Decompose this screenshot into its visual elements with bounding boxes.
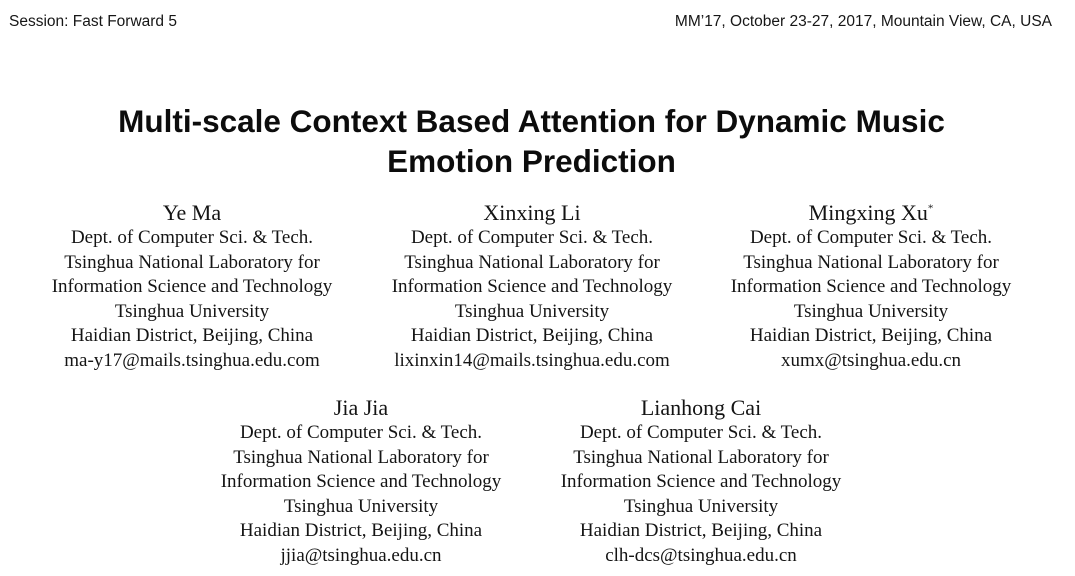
author-block: [706, 200, 1036, 374]
author-department: Dept. of Computer Sci. & Tech.: [239, 422, 483, 443]
author-university: Tsinghua University: [283, 495, 439, 517]
author-location: Haidian District, Beijing, China: [579, 520, 823, 542]
running-header: [9, 11, 1052, 33]
author-block: [536, 395, 866, 569]
author-university: Tsinghua University: [454, 300, 610, 322]
author-lab: Tsinghua National Laboratory for: [404, 251, 660, 273]
author-lab: Information Science and Technology: [730, 276, 1012, 298]
author-footnote-mark: *: [927, 202, 934, 215]
author-email: ma-y17@mails.tsinghua.edu.com: [64, 349, 320, 371]
paper-title-line-2: Emotion Prediction: [387, 143, 676, 179]
author-email: clh-dcs@tsinghua.edu.cn: [605, 544, 797, 566]
author-location: Haidian District, Beijing, China: [410, 325, 654, 347]
author-university: Tsinghua University: [623, 495, 779, 517]
author-block: [27, 200, 357, 374]
author-lab: Tsinghua National Laboratory for: [64, 251, 320, 273]
author-department: Dept. of Computer Sci. & Tech.: [410, 227, 654, 248]
author-location: Haidian District, Beijing, China: [239, 520, 483, 542]
author-department: Dept. of Computer Sci. & Tech.: [579, 422, 823, 443]
author-location: Haidian District, Beijing, China: [749, 325, 993, 347]
author-lab: Tsinghua National Laboratory for: [233, 446, 489, 468]
author-name: [536, 395, 866, 420]
author-lab: Tsinghua National Laboratory for: [743, 251, 999, 273]
author-email: xumx@tsinghua.edu.cn: [780, 349, 962, 371]
author-name-text: Mingxing Xu: [808, 200, 928, 225]
author-name: [706, 200, 1036, 225]
author-name: [367, 200, 697, 225]
author-name-text: Jia Jia: [333, 395, 389, 420]
session-label: Session: Fast Forward 5: [9, 13, 177, 30]
paper-title-line-1: Multi-scale Context Based Attention for Dynamic Music: [118, 103, 945, 139]
author-name-text: Lianhong Cai: [640, 395, 762, 420]
author-name: [27, 200, 357, 225]
author-name: [196, 395, 526, 420]
author-location: Haidian District, Beijing, China: [70, 325, 314, 347]
author-department: Dept. of Computer Sci. & Tech.: [70, 227, 314, 248]
author-department: Dept. of Computer Sci. & Tech.: [749, 227, 993, 248]
author-lab: Information Science and Technology: [391, 276, 673, 298]
author-lab: Information Science and Technology: [51, 276, 333, 298]
author-name-text: Ye Ma: [162, 200, 222, 225]
author-email: jjia@tsinghua.edu.cn: [280, 544, 442, 566]
paper-title: [0, 101, 1063, 181]
author-email: lixinxin14@mails.tsinghua.edu.com: [394, 349, 670, 371]
author-lab: Information Science and Technology: [220, 471, 502, 493]
conference-info: MM’17, October 23-27, 2017, Mountain View, CA, USA: [674, 13, 1052, 30]
author-block: [367, 200, 697, 374]
author-lab: Information Science and Technology: [560, 471, 842, 493]
author-university: Tsinghua University: [114, 300, 270, 322]
author-lab: Tsinghua National Laboratory for: [573, 446, 829, 468]
author-university: Tsinghua University: [793, 300, 949, 322]
author-name-text: Xinxing Li: [483, 200, 581, 225]
author-block: [196, 395, 526, 569]
